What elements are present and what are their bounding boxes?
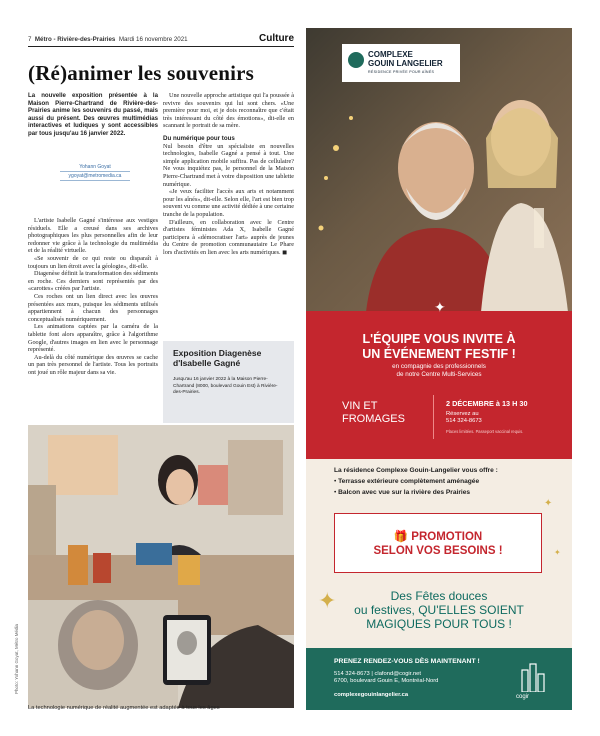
offer-list [334, 465, 564, 498]
contact-phone-email[interactable]: 514 324-8673 | clafond@cogir.net [334, 671, 421, 677]
logo-line-2: GOUIN LANGELIER [368, 59, 443, 68]
event-type-line-2: FROMAGES [342, 413, 405, 425]
paragraph: «Je veux faciliter l'accès aux arts et notamment pour les aînés», dit-elle. Selon elle, l'art est bien trop souvent vu comme une activité dédiée à une certaine tranche de la population. [163, 188, 294, 218]
subhead: Du numérique pour tous [163, 134, 235, 142]
event-headline-line-2: UN ÉVÉNEMENT FESTIF ! [362, 347, 516, 361]
author-email[interactable]: ygoyat@metromedia.ca [60, 172, 130, 181]
event-headline [306, 332, 572, 362]
cta-text: PRENEZ RENDEZ-VOUS DÈS MAINTENANT ! [334, 658, 480, 665]
gift-icon: 🎁 [393, 531, 409, 543]
promotion-box [334, 513, 542, 573]
star-icon: ✦ [554, 548, 561, 557]
holiday-line-2: ou festives, QU'ELLES SOIENT [354, 603, 524, 617]
photo-caption: La technologie numérique de réalité augmentée est adaptée à tous les âges [28, 705, 220, 711]
event-subline [306, 363, 572, 379]
paragraph: Ces roches ont un lien direct avec les œuvres présentées aux murs, puisque les sédiments utilisés appartiennent à chacun des personnages conceptualisés numériquement. [28, 292, 158, 323]
paragraph: L'artiste Isabelle Gagné s'intéresse aux vestiges résiduels. Elle a creusé dans ses archives photographiques les plus personnelles afin de leur redonner vie grâce à la technologie du multimédia et de la réalité virtuelle. [28, 217, 158, 255]
star-icon: ✦ [434, 301, 446, 316]
exposition-info-box [163, 341, 294, 423]
logo-line-1: COMPLEXE [368, 50, 413, 59]
event-headline-line-1: L'ÉQUIPE VOUS INVITE À [362, 332, 516, 346]
reservation-phone[interactable]: 514 324-8673 [446, 418, 482, 424]
event-date: 2 DÉCEMBRE à 13 H 30 [446, 399, 528, 408]
author-name: Yohann Goyat [60, 163, 130, 172]
event-subline-2: de notre Centre Multi-Services [396, 370, 482, 378]
ad-logo [342, 44, 460, 82]
logo-text [368, 50, 443, 68]
event-subline-1: en compagnie des professionnels [392, 363, 486, 370]
event-banner [306, 311, 572, 459]
holiday-line-3: MAGIQUES POUR TOUS ! [366, 617, 512, 631]
holiday-line-1: Des Fêtes douces [390, 589, 488, 603]
article-title: (Ré)animer les souvenirs [28, 61, 255, 85]
offer-item: • Terrasse extérieure complètement aménagée [334, 478, 480, 485]
logo-mark-icon [348, 52, 364, 68]
paragraph: Au-delà du côté numérique des œuvres se cache un pan très personnel de l'artiste. Tous les portraits ont joué un rôle majeur dans sa vie. [28, 353, 158, 376]
promotion-text [335, 530, 541, 558]
header-rule [28, 46, 294, 47]
logo-tagline: RÉSIDENCE PRIVÉE POUR AÎNÉS [368, 70, 435, 74]
article-column-2 [163, 92, 294, 256]
holiday-message [306, 589, 572, 631]
photo-credit: Photo: Yohann Goyat, Métro Média [14, 623, 19, 694]
divider [433, 395, 434, 439]
article-lead: La nouvelle exposition présentée à la Maison Pierre-Chartrand de Rivière-des-Prairies anime les souvenirs du passé, mais aussi du présent. Des œuvres multimédias interactives et ludiques y sont accessibles par tous jusqu'au 16 janvier 2022. [28, 92, 158, 137]
article-photo [28, 425, 294, 708]
advertisement[interactable] [306, 28, 572, 710]
offer-intro: La résidence Complexe Gouin-Langelier vous offre : [334, 467, 498, 474]
expo-title [173, 348, 261, 368]
reservation-info [446, 411, 482, 425]
contact-banner [306, 648, 572, 710]
contact-address: 6700, boulevard Gouin E, Montréal-Nord [334, 678, 439, 685]
promotion-line-1: PROMOTION [411, 531, 483, 543]
star-icon: ✦ [318, 588, 337, 613]
offer-item-text: Terrasse extérieure complètement aménagée [338, 478, 480, 485]
places-note: Places limitées. Passeport vaccinal requis. [446, 429, 524, 434]
promotion-line-2: SELON VOS BESOINS ! [373, 545, 503, 557]
publication-name: Métro - Rivière-des-Prairies [34, 36, 116, 43]
page-number: 7 [28, 36, 32, 43]
expo-details: Jusqu'au 16 janvier 2022 à la Maison Pierre-Chartrand (8000, boulevard Gouin Est) à Rivière-des-Prairies. [173, 377, 278, 395]
offer-item-text: Balcon avec vue sur la rivière des Prairies [338, 489, 471, 496]
paragraph: Les animations captées par la caméra de la tablette font alors apparaître, grâce à l'algorithme Google, d'autres images en lien avec le personnage représenté. [28, 323, 158, 354]
paragraph: «Se souvenir de ce qui reste ou disparaît à toujours un lien étroit avec la géologie», dit-elle. [28, 254, 158, 270]
event-type [342, 400, 405, 426]
issue-date: Mardi 16 novembre 2021 [118, 36, 188, 43]
ad-photo [306, 28, 572, 312]
paragraph: Une nouvelle approche artistique qui l'a poussée à revivre des souvenirs qui lui sont chers. «Une première pour moi, et je dois reconnaître que c'était très intéressant du côté des émotions», dit-elle en scannant le portrait de sa mère. [163, 92, 294, 130]
contact-info [334, 671, 438, 686]
expo-title-line-2: d'Isabelle Gagné [173, 358, 241, 368]
paragraph: D'ailleurs, en collaboration avec le Centre d'artistes féministes Ada X, Isabelle Gagné participera à «démocratiser l'art» auprès de jeunes du Centre de promotion communautaire Le Phare lors d'activités en lien avec les arts numériques. ◼ [163, 218, 294, 256]
page-header [28, 33, 294, 44]
event-type-line-1: VIN ET [342, 400, 378, 412]
section-label: Culture [259, 33, 294, 44]
paragraph: Diagenèse définit la transformation des sédiments en roche. Ces derniers sont représentés par des «carottes» créées par l'artiste. [28, 270, 158, 293]
expo-title-line-1: Exposition Diagenèse [173, 348, 262, 358]
article-column-1 [28, 217, 158, 376]
byline [60, 163, 130, 181]
star-icon: ✦ [544, 498, 553, 509]
brand-name: cogir [516, 694, 530, 700]
cogir-building-icon [516, 662, 550, 692]
offer-item: • Balcon avec vue sur la rivière des Prairies [334, 489, 471, 496]
artist-photo-illustration [28, 425, 294, 708]
reservation-label: Réservez au [446, 411, 479, 417]
paragraph: Nul besoin d'être un spécialiste en nouvelles technologies, Isabelle Gagné a pensé à tout. Une simple application mobile suffira. Pas de cellulaire? Ne vous inquiétez pas, le personnel de la Maison Pierre-Chartrand met à votre disposition une tablette numérique. [163, 142, 294, 188]
website-link[interactable]: complexegouinlangelier.ca [334, 692, 409, 698]
